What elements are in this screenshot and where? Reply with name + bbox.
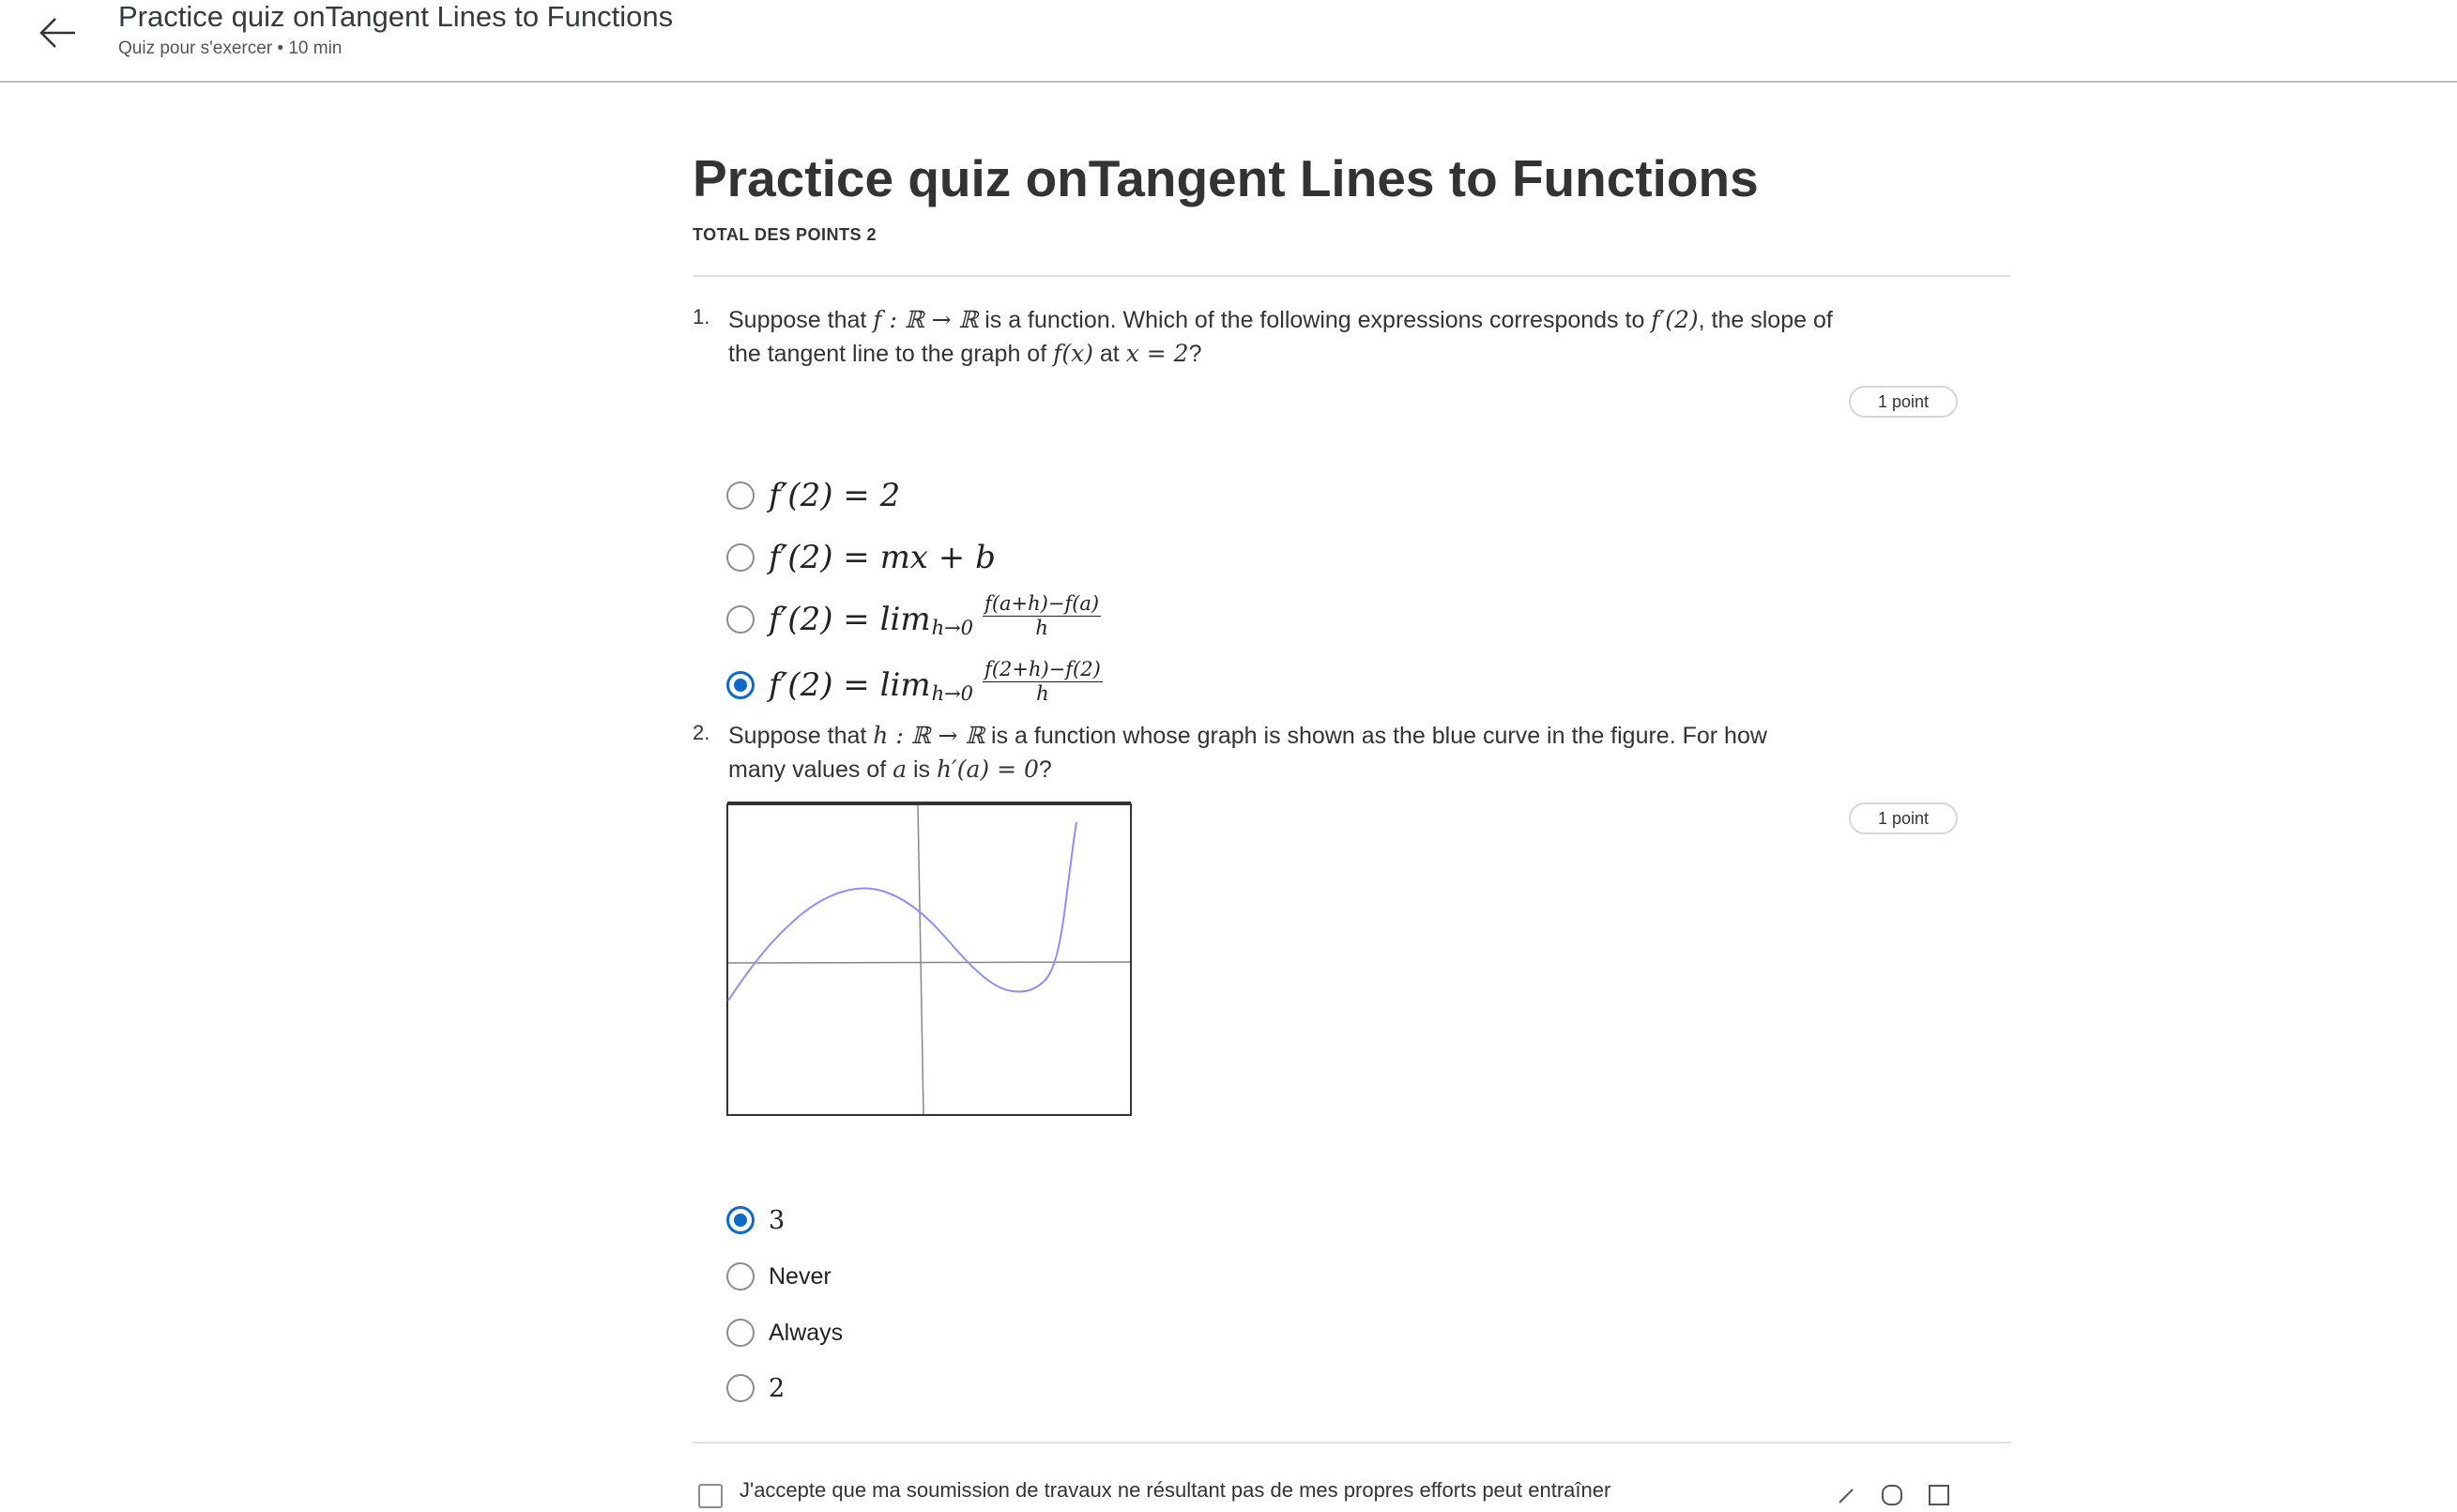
honor-code-row [693,1478,2011,1512]
question-text [728,719,1826,787]
radio-button[interactable] [726,1319,755,1347]
q2-option-2[interactable] [726,1256,832,1297]
points-badge: 1 point [1849,802,1958,834]
back-button[interactable] [36,11,79,54]
x-axis [728,962,1130,963]
fraction-numerator: f(a+h)−f(a) [984,592,1100,615]
option-label: f′(2) = mx + b [769,539,996,576]
radio-button[interactable] [726,481,755,510]
points-badge: 1 point [1849,386,1958,418]
option-label [769,592,1101,643]
math-expression: h : ℝ → ℝ [873,722,985,749]
q1-option-2[interactable] [726,537,996,578]
option-label [769,658,1103,709]
math-expression: f : ℝ → ℝ [873,306,979,333]
q1-option-4[interactable] [726,658,1103,706]
graph-frame [727,804,1131,1115]
fraction-denominator: h [1036,682,1049,705]
option-label: Never [769,1262,832,1290]
q2-option-4[interactable] [726,1367,785,1409]
graph-svg [726,802,1132,1116]
question-text-part: at [1092,341,1126,367]
fraction [983,658,1103,705]
total-points-label: TOTAL DES POINTS 2 [693,225,878,244]
radio-button-selected[interactable] [726,671,755,699]
question-number: 2. [693,721,710,744]
question-text-part: is [907,756,937,783]
consent-text: J'accepte que ma soumission de travaux ne résultant pas de mes propres efforts peut entraîner [740,1478,1611,1502]
math-expression: f′(2) [1651,306,1699,333]
page-title: Practice quiz onTangent Lines to Functions [693,149,1759,207]
header-subtitle: Quiz pour s'exercer • 10 min [118,38,343,58]
fraction [983,592,1101,639]
radio-button[interactable] [726,1374,755,1402]
quiz-content [693,83,2011,1504]
divider [693,1442,2011,1443]
math-expression: f(x) [1053,340,1093,367]
limit-subscript: h→0 [931,617,974,639]
function-graph-figure [726,802,1132,1116]
question-text-part: Suppose that [728,307,874,333]
radio-button[interactable] [726,1262,755,1291]
math-expression: a [893,756,907,783]
option-lhs: f′(2) = lim [769,666,931,704]
radio-button[interactable] [726,605,755,634]
question-text [728,303,1845,371]
question-text-part: ? [1188,341,1202,367]
fraction-denominator: h [1035,617,1048,639]
question-number: 1. [693,305,710,328]
question-text-part: ? [1038,756,1052,783]
limit-subscript: h→0 [931,682,974,705]
option-label: f′(2) = 2 [769,477,901,514]
option-lhs: f′(2) = lim [769,601,931,638]
option-label: Always [769,1319,844,1346]
q1-option-3[interactable] [726,592,1101,640]
question-text-part: is a function. Which of the following expressions corresponds to [978,307,1652,333]
fraction-numerator: f(2+h)−f(2) [984,658,1101,680]
top-header-bar [0,0,2457,83]
option-label: 3 [769,1205,786,1235]
option-label: 2 [769,1373,786,1403]
q1-option-1[interactable] [726,475,900,516]
math-expression: x = 2 [1125,340,1189,367]
question-text-part: is a function whose graph is shown as the blue curve in the figure. For how many values of [728,723,1767,783]
math-expression: h′(a) = 0 [936,756,1039,783]
consent-checkbox[interactable] [698,1484,723,1508]
arrow-left-icon [36,11,79,54]
q2-option-3[interactable] [726,1312,843,1353]
header-title: Practice quiz onTangent Lines to Functions [118,0,674,33]
radio-button[interactable] [726,543,755,572]
divider [693,275,2011,277]
question-text-part: , the slope of the tangent line to the graph of [728,307,1833,367]
question-text-part: Suppose that [728,723,874,749]
q2-option-1[interactable] [726,1199,785,1241]
radio-button-selected[interactable] [726,1206,755,1234]
